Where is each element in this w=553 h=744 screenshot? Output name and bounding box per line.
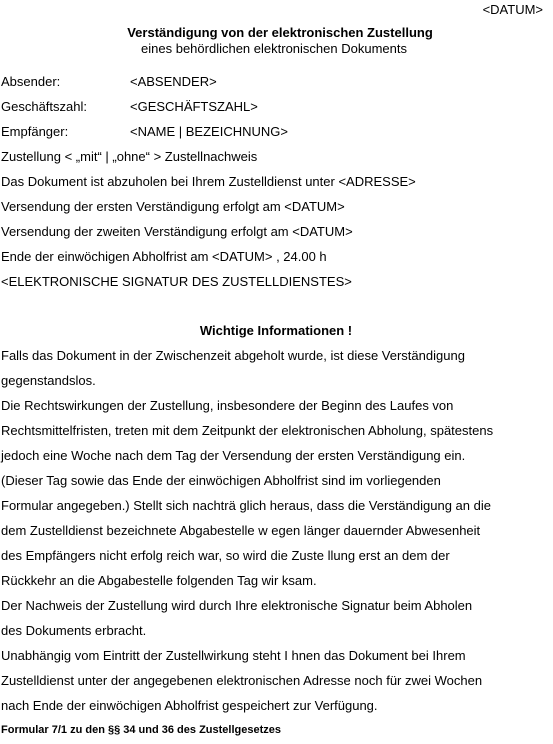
reference-number-label: Geschäftszahl: xyxy=(1,99,87,114)
document-title: Verständigung von der elektronischen Zustellung xyxy=(127,25,433,40)
first-notice-line: Versendung der ersten Verständigung erfolgt am <DATUM> xyxy=(1,199,345,214)
date-placeholder: <DATUM> xyxy=(482,2,543,17)
delivery-type-line: Zustellung < „mit“ | „ohne“ > Zustellnachweis xyxy=(1,149,258,164)
signature-placeholder: <ELEKTRONISCHE SIGNATUR DES ZUSTELLDIENSTES> xyxy=(1,274,352,289)
document-subtitle: eines behördlichen elektronischen Dokuments xyxy=(141,41,407,56)
info-line: Rückkehr an die Abgabestelle folgenden Tag wir ksam. xyxy=(1,573,317,588)
info-line: des Empfängers nicht erfolg reich war, so wird die Zuste llung erst an dem der xyxy=(1,548,450,563)
info-heading: Wichtige Informationen ! xyxy=(199,323,353,338)
info-line: Der Nachweis der Zustellung wird durch Ihre elektronische Signatur beim Abholen xyxy=(1,598,473,613)
second-notice-line: Versendung der zweiten Verständigung erfolgt am <DATUM> xyxy=(1,224,353,239)
reference-number-value: <GESCHÄFTSZAHL> xyxy=(130,99,258,114)
sender-label: Absender: xyxy=(1,74,61,89)
pickup-deadline-line: Ende der einwöchigen Abholfrist am <DATUM> , 24.00 h xyxy=(1,249,327,264)
info-line: Falls das Dokument in der Zwischenzeit abgeholt wurde, ist diese Verständigung xyxy=(1,348,465,363)
recipient-label: Empfänger: xyxy=(1,124,69,139)
info-line: Formular angegeben.) Stellt sich nachträ glich heraus, dass die Verständigung an die xyxy=(1,498,491,513)
info-line: des Dokuments erbracht. xyxy=(1,623,147,638)
info-line: (Dieser Tag sowie das Ende der einwöchigen Abholfrist sind im vorliegenden xyxy=(1,473,441,488)
form-footer: Formular 7/1 zu den §§ 34 und 36 des Zustellgesetzes xyxy=(1,724,281,736)
info-line: nach Ende der einwöchigen Abholfrist gespeichert zur Verfügung. xyxy=(1,698,378,713)
info-line: jedoch eine Woche nach dem Tag der Versendung der ersten Verständigung ein. xyxy=(1,448,466,463)
pickup-address-line: Das Dokument ist abzuholen bei Ihrem Zustelldienst unter <ADRESSE> xyxy=(1,174,416,189)
sender-value: <ABSENDER> xyxy=(130,74,217,89)
info-line: Unabhängig vom Eintritt der Zustellwirkung steht I hnen das Dokument bei Ihrem xyxy=(1,648,466,663)
info-line: gegenstandslos. xyxy=(1,373,96,388)
recipient-value: <NAME | BEZEICHNUNG> xyxy=(130,124,288,139)
info-line: Rechtsmittelfristen, treten mit dem Zeitpunkt der elektronischen Abholung, spätestens xyxy=(1,423,494,438)
info-line: Zustelldienst unter der angegebenen elektronischen Adresse noch für zwei Wochen xyxy=(1,673,483,688)
info-line: dem Zustelldienst bezeichnete Abgabestelle w egen länger dauernder Abwesenheit xyxy=(1,523,481,538)
info-line: Die Rechtswirkungen der Zustellung, insbesondere der Beginn des Laufes von xyxy=(1,398,454,413)
